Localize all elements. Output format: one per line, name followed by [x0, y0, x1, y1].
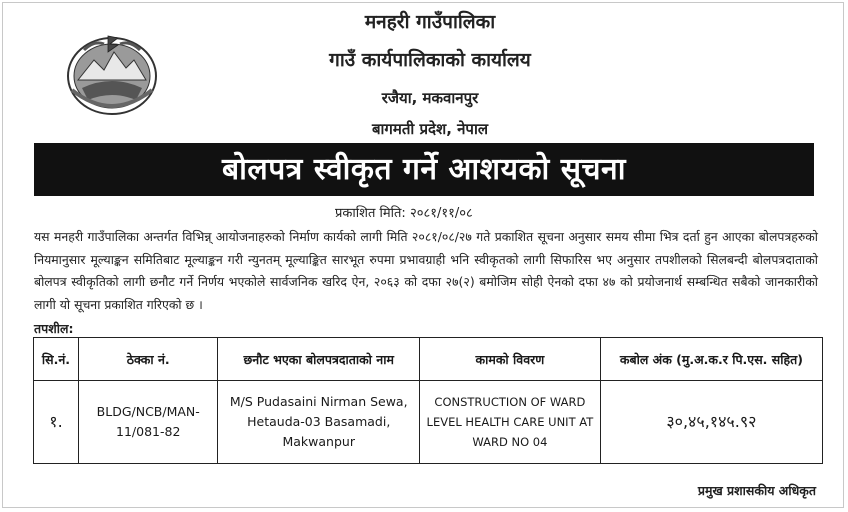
details-label: तपशील: — [34, 321, 74, 336]
published-date: २०८१/११/०८ — [409, 206, 473, 221]
cell-sn: १. — [34, 381, 79, 464]
col-header-sn: सि.नं. — [34, 338, 79, 381]
col-header-work: कामको विवरण — [420, 338, 601, 381]
table-header-row — [34, 338, 823, 381]
cell-bidder: M/S Pudasaini Nirman Sewa, Hetauda-03 Basamadi, Makwanpur — [218, 381, 420, 464]
award-table — [33, 337, 823, 464]
office-province: बागमती प्रदेश, नेपाल — [371, 120, 489, 138]
col-header-bidder: छनौट भएका बोलपत्रदाताको नाम — [218, 338, 420, 381]
office-name: मनहरी गाउँपालिका — [364, 11, 496, 33]
government-emblem-icon — [64, 30, 160, 116]
notice-title: बोलपत्र स्वीकृत गर्ने आशयको सूचना — [34, 143, 814, 196]
col-header-contract: ठेक्का नं. — [78, 338, 217, 381]
notice-body: यस मनहरी गाउँपालिका अन्तर्गत विभिन्न् आयोजनाहरुको निर्माण कार्यको लागी मिति २०८१/०८/२७ गते प्रकाशित सूचना अनुसार समय सीमा भित्र दर्ता हुन आएका बोलपत्रहरुको नियमानुसार मूल्याङ्कन समितिबाट मूल्याङ्कन गरी न्युनतम् मूल्याङ्कित सारभूत रुपमा प्रभावग्राही भनि स्वीकृतको लागी सिफारिस भए अनुसार तपशीलको सिलबन्दी बोलपत्रदाताको बोलपत्र स्वीकृतिको लागी छनौट गर्ने निर्णय भएकोले सार्वजनिक खरिद ऐन, २०६३ को दफा २७(२) बमोजिम सोही ऐनको दफा ४७ को प्रयोजनार्थ सम्बन्धित सबैको जानकारीको लागी यो सूचना प्रकाशित गरिएको छ । — [34, 229, 818, 312]
cell-work: CONSTRUCTION OF WARD LEVEL HEALTH CARE UNIT AT WARD NO 04 — [420, 381, 601, 464]
cell-contract-no: BLDG/NCB/MAN-11/081-82 — [78, 381, 217, 464]
col-header-amount: कबोल अंक (मु.अ.क.र पि.एस. सहित) — [600, 338, 822, 381]
published-label: प्रकाशित मिति: — [335, 206, 406, 221]
signatory-designation: प्रमुख प्रशासकीय अधिकृत — [697, 483, 816, 498]
cell-amount: ३०,४५,१४५.९२ — [600, 381, 822, 464]
table-row — [34, 381, 823, 464]
office-title: गाउँ कार्यपालिकाको कार्यालय — [329, 49, 531, 71]
office-location: रजैया, मकवानपुर — [381, 89, 479, 107]
published-date-line — [335, 203, 473, 221]
